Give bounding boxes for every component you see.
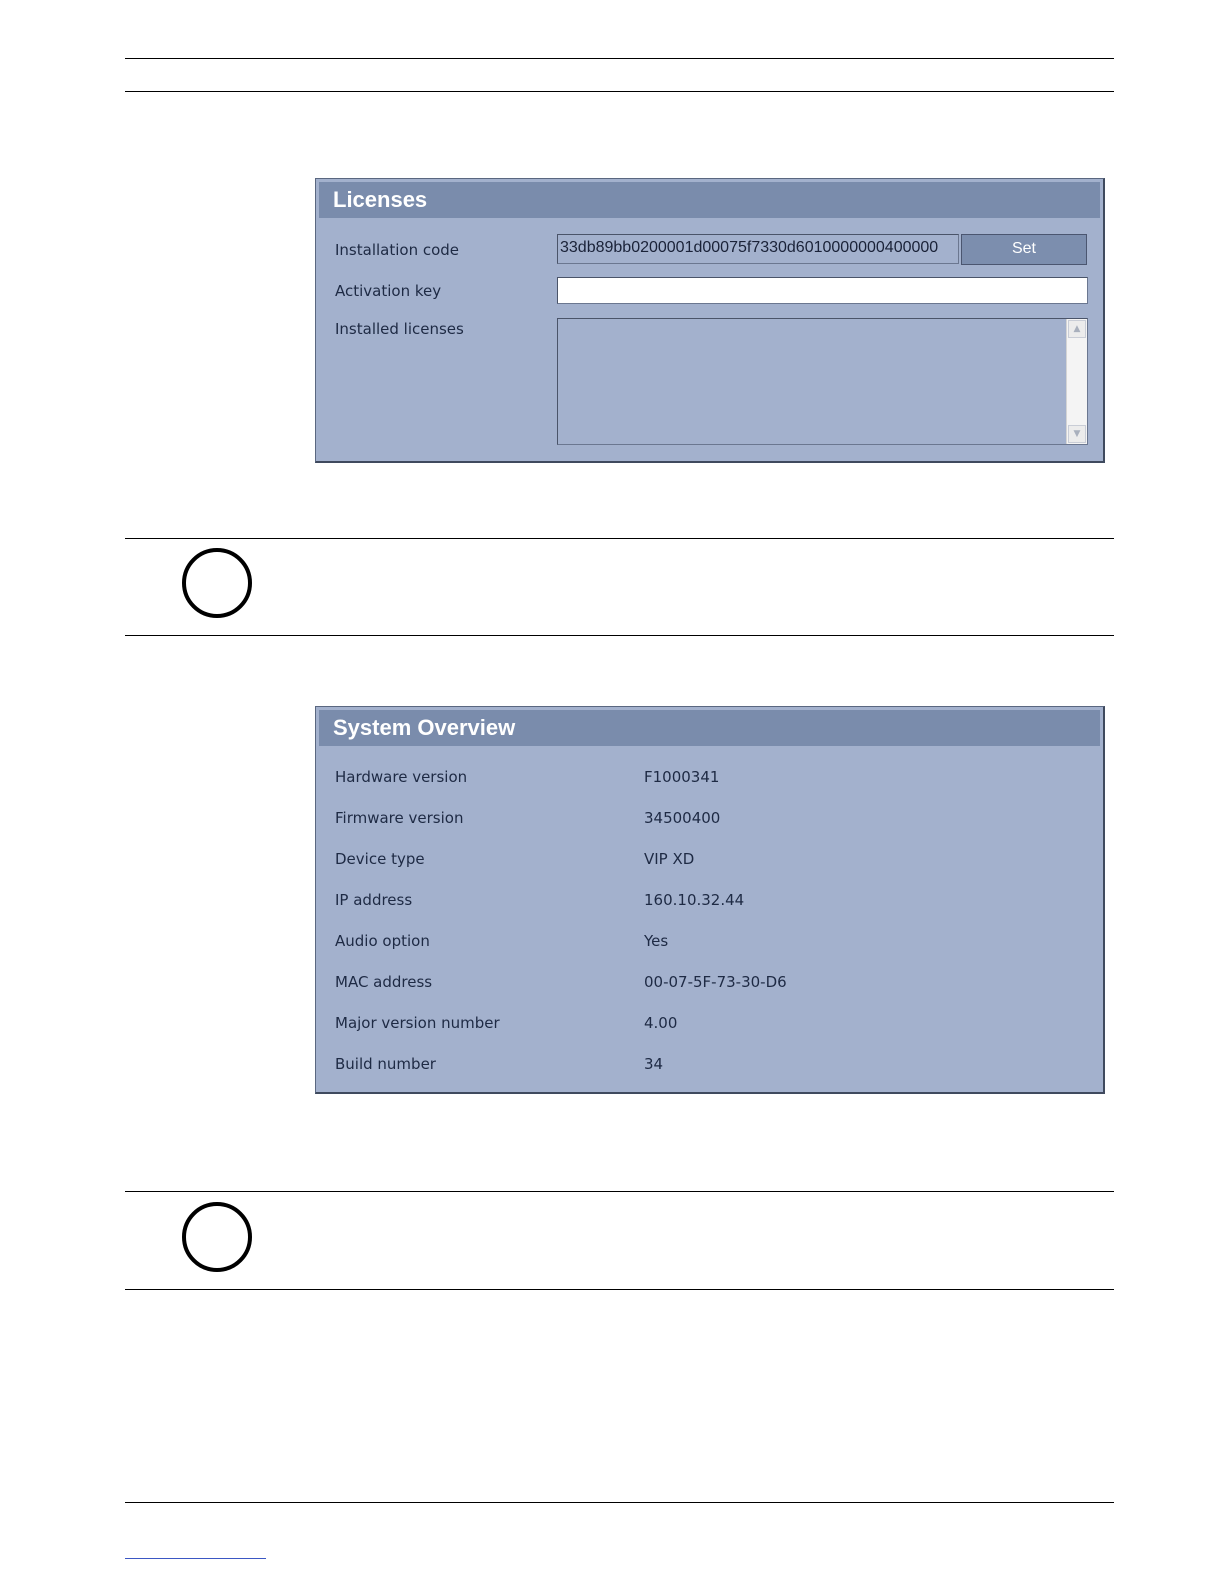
info-circle-icon (182, 1202, 252, 1272)
ip-address-value: 160.10.32.44 (644, 891, 745, 909)
installed-licenses-textarea[interactable] (557, 318, 1088, 445)
audio-option-label: Audio option (335, 932, 430, 950)
note-1-top-rule (125, 538, 1114, 539)
system-overview-panel-title: System Overview (319, 710, 1100, 746)
mac-address-value: 00-07-5F-73-30-D6 (644, 973, 787, 991)
activation-key-input[interactable] (557, 277, 1088, 304)
note-1-bottom-rule (125, 635, 1114, 636)
licenses-panel (315, 178, 1105, 463)
system-overview-panel (315, 706, 1105, 1094)
installation-code-label: Installation code (335, 241, 460, 259)
note-2-bottom-rule (125, 1289, 1114, 1290)
installation-code-field[interactable]: 33db89bb0200001d00075f7330d6010000000400000 (557, 234, 959, 264)
build-number-label: Build number (335, 1055, 436, 1073)
installed-licenses-label: Installed licenses (335, 320, 464, 338)
page-header-top-rule (125, 58, 1114, 59)
build-number-value: 34 (644, 1055, 664, 1073)
ip-address-label: IP address (335, 891, 413, 909)
device-type-label: Device type (335, 850, 425, 868)
page-footer-rule (125, 1502, 1114, 1503)
installed-licenses-scrollbar[interactable] (1066, 319, 1087, 444)
major-version-number-label: Major version number (335, 1014, 500, 1032)
firmware-version-label: Firmware version (335, 809, 464, 827)
hardware-version-value: F1000341 (644, 768, 720, 786)
page-header-bottom-rule (125, 91, 1114, 92)
licenses-panel-title: Licenses (319, 182, 1100, 218)
info-circle-icon (182, 548, 252, 618)
arrow-down-icon[interactable]: ▼ (1068, 425, 1086, 443)
device-type-value: VIP XD (644, 850, 695, 868)
firmware-version-value: 34500400 (644, 809, 721, 827)
arrow-up-icon[interactable]: ▲ (1068, 320, 1086, 338)
audio-option-value: Yes (644, 932, 669, 950)
activation-key-label: Activation key (335, 282, 442, 300)
set-button[interactable]: Set (961, 234, 1087, 265)
major-version-number-value: 4.00 (644, 1014, 678, 1032)
hardware-version-label: Hardware version (335, 768, 468, 786)
note-2-top-rule (125, 1191, 1114, 1192)
mac-address-label: MAC address (335, 973, 433, 991)
footer-link-underline[interactable] (125, 1558, 266, 1559)
